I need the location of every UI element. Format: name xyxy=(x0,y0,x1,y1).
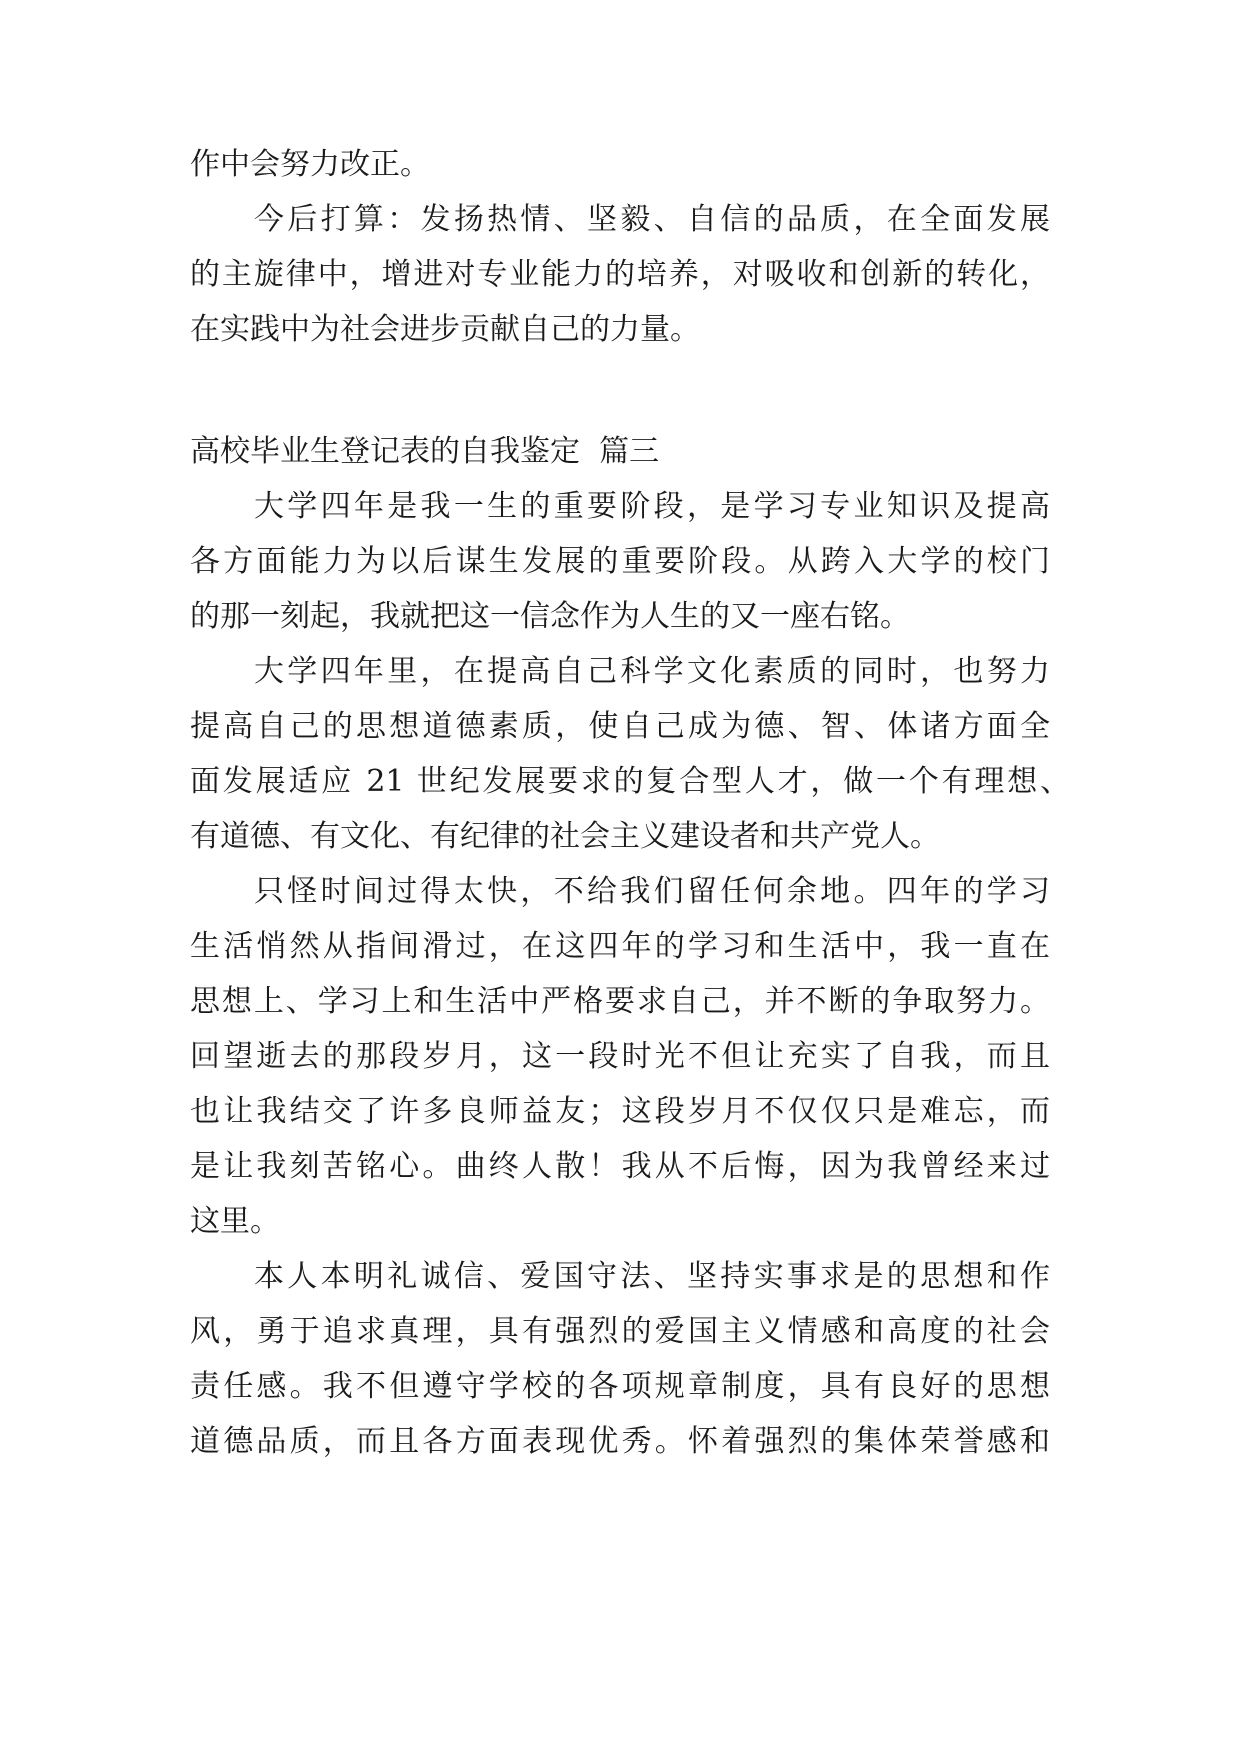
paragraph-line: 道德品质，而且各方面表现优秀。怀着强烈的集体荣誉感和 xyxy=(190,1424,1050,1459)
paragraph-line: 的主旋律中，增进对专业能力的培养，对吸收和创新的转化， xyxy=(190,257,1050,292)
paragraph-line: 的那一刻起，我就把这一信念作为人生的又一座右铭。 xyxy=(190,599,910,634)
paragraph-line: 各方面能力为以后谋生发展的重要阶段。从跨入大学的校门 xyxy=(190,544,1050,579)
paragraph-line: 只怪时间过得太快，不给我们留任何余地。四年的学习 xyxy=(254,874,1050,909)
paragraph-line: 思想上、学习上和生活中严格要求自己，并不断的争取努力。 xyxy=(190,984,1050,1019)
paragraph-line: 大学四年里，在提高自己科学文化素质的同时，也努力 xyxy=(254,654,1050,689)
paragraph-line: 本人本明礼诚信、爱国守法、坚持实事求是的思想和作 xyxy=(254,1259,1050,1294)
paragraph-line: 回望逝去的那段岁月，这一段时光不但让充实了自我，而且 xyxy=(190,1039,1050,1074)
paragraph-line: 今后打算：发扬热情、坚毅、自信的品质，在全面发展 xyxy=(254,202,1050,237)
paragraph-line: 这里。 xyxy=(190,1204,280,1239)
paragraph-line: 有道德、有文化、有纪律的社会主义建设者和共产党人。 xyxy=(190,819,940,854)
paragraph-line: 面发展适应 21 世纪发展要求的复合型人才，做一个有理想、 xyxy=(190,764,1070,799)
section-heading: 高校毕业生登记表的自我鉴定 篇三 xyxy=(190,434,660,469)
paragraph-line: 生活悄然从指间滑过，在这四年的学习和生活中，我一直在 xyxy=(190,929,1050,964)
paragraph-line: 在实践中为社会进步贡献自己的力量。 xyxy=(190,312,700,347)
paragraph-line: 提高自己的思想道德素质，使自己成为德、智、体诸方面全 xyxy=(190,709,1050,744)
paragraph-line: 作中会努力改正。 xyxy=(190,147,430,182)
paragraph-line: 责任感。我不但遵守学校的各项规章制度，具有良好的思想 xyxy=(190,1369,1050,1404)
paragraph-line: 也让我结交了许多良师益友；这段岁月不仅仅只是难忘，而 xyxy=(190,1094,1050,1129)
paragraph-line: 是让我刻苦铭心。曲终人散！我从不后悔，因为我曾经来过 xyxy=(190,1149,1050,1184)
paragraph-line: 风，勇于追求真理，具有强烈的爱国主义情感和高度的社会 xyxy=(190,1314,1050,1349)
paragraph-line: 大学四年是我一生的重要阶段，是学习专业知识及提高 xyxy=(254,489,1050,524)
